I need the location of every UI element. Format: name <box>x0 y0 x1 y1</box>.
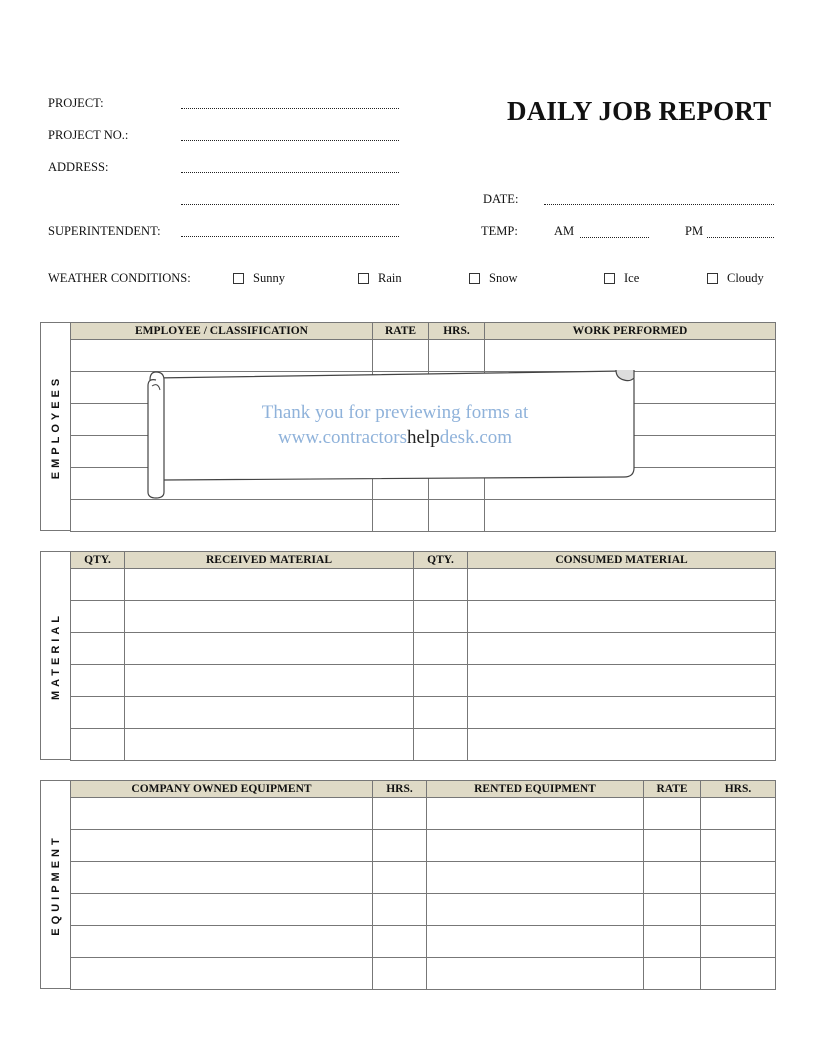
table-row <box>71 862 776 894</box>
table-cell[interactable] <box>701 862 776 894</box>
table-cell[interactable] <box>71 569 125 601</box>
watermark-line-2[interactable] <box>150 425 640 450</box>
weather-label: WEATHER CONDITIONS: <box>48 271 191 285</box>
table-cell[interactable] <box>71 665 125 697</box>
date-field[interactable] <box>544 204 774 205</box>
table-cell[interactable] <box>125 665 414 697</box>
table-cell[interactable] <box>414 633 468 665</box>
table-cell[interactable] <box>125 697 414 729</box>
table-cell[interactable] <box>71 958 373 990</box>
table-cell[interactable] <box>427 798 644 830</box>
table-cell[interactable] <box>644 798 701 830</box>
weather-option-label: Snow <box>489 271 518 285</box>
table-cell[interactable] <box>468 665 776 697</box>
table-cell[interactable] <box>485 500 776 532</box>
table-cell[interactable] <box>427 862 644 894</box>
checkbox[interactable] <box>469 273 480 284</box>
table-cell[interactable] <box>414 601 468 633</box>
table-cell[interactable] <box>373 926 427 958</box>
col-work-performed: WORK PERFORMED <box>485 323 776 340</box>
temp-label: TEMP: <box>481 224 518 238</box>
temp-am-label: AM <box>554 224 575 238</box>
table-cell[interactable] <box>644 862 701 894</box>
watermark-line-1: Thank you for previewing forms at <box>261 402 529 423</box>
col-qty: QTY. <box>414 552 468 569</box>
table-row <box>71 665 776 697</box>
table-cell[interactable] <box>125 601 414 633</box>
table-cell[interactable] <box>414 697 468 729</box>
table-row <box>71 798 776 830</box>
checkbox[interactable] <box>233 273 244 284</box>
material-side-panel <box>40 551 71 760</box>
table-cell[interactable] <box>644 958 701 990</box>
weather-option-label: Ice <box>624 271 640 285</box>
weather-option-label: Sunny <box>253 271 285 285</box>
table-cell[interactable] <box>429 500 485 532</box>
table-cell[interactable] <box>71 798 373 830</box>
employees-side-label: EMPLOYEES <box>49 374 62 479</box>
table-cell[interactable] <box>125 729 414 761</box>
col-employee-classification: EMPLOYEE / CLASSIFICATION <box>71 323 373 340</box>
table-cell[interactable] <box>701 958 776 990</box>
checkbox[interactable] <box>604 273 615 284</box>
address-field-1[interactable] <box>181 172 399 173</box>
table-cell[interactable] <box>468 601 776 633</box>
project-no-field[interactable] <box>181 140 399 141</box>
date-label: DATE: <box>483 192 519 206</box>
table-cell[interactable] <box>414 729 468 761</box>
table-cell[interactable] <box>71 697 125 729</box>
table-row <box>71 830 776 862</box>
watermark-text <box>150 400 640 450</box>
project-field[interactable] <box>181 108 399 109</box>
table-cell[interactable] <box>414 569 468 601</box>
table-cell[interactable] <box>71 729 125 761</box>
weather-option-snow[interactable] <box>469 271 517 286</box>
col-rented-equipment: RENTED EQUIPMENT <box>427 781 644 798</box>
project-no-label: PROJECT NO.: <box>48 128 129 142</box>
table-cell[interactable] <box>373 340 429 372</box>
watermark-url-part: desk.com <box>439 427 513 448</box>
table-cell[interactable] <box>71 340 373 372</box>
table-cell[interactable] <box>429 340 485 372</box>
weather-option-label: Rain <box>378 271 402 285</box>
table-cell[interactable] <box>644 894 701 926</box>
table-cell[interactable] <box>71 830 373 862</box>
table-row <box>71 958 776 990</box>
table-cell[interactable] <box>644 830 701 862</box>
col-hrs: HRS. <box>701 781 776 798</box>
table-cell[interactable] <box>125 633 414 665</box>
col-company-owned-equipment: COMPANY OWNED EQUIPMENT <box>71 781 373 798</box>
table-cell[interactable] <box>701 894 776 926</box>
table-cell[interactable] <box>71 601 125 633</box>
table-row <box>71 601 776 633</box>
table-row <box>71 697 776 729</box>
table-cell[interactable] <box>468 729 776 761</box>
table-cell[interactable] <box>71 862 373 894</box>
table-cell[interactable] <box>427 958 644 990</box>
table-cell[interactable] <box>71 500 373 532</box>
table-cell[interactable] <box>373 958 427 990</box>
material-side-label: MATERIAL <box>49 611 62 700</box>
col-hrs: HRS. <box>373 781 427 798</box>
equipment-side-panel <box>40 780 71 989</box>
table-cell[interactable] <box>485 340 776 372</box>
col-rate: RATE <box>644 781 701 798</box>
table-row <box>71 340 776 372</box>
weather-option-label: Cloudy <box>727 271 764 285</box>
table-cell[interactable] <box>468 569 776 601</box>
table-cell[interactable] <box>414 665 468 697</box>
employees-side-panel <box>40 322 71 531</box>
table-row <box>71 500 776 532</box>
col-qty: QTY. <box>71 552 125 569</box>
table-cell[interactable] <box>373 894 427 926</box>
weather-option-rain[interactable] <box>358 271 402 286</box>
checkbox[interactable] <box>358 273 369 284</box>
watermark-url-part: www.contractors <box>277 427 408 448</box>
table-cell[interactable] <box>644 926 701 958</box>
temp-pm-label: PM <box>685 224 704 238</box>
material-table <box>70 551 776 761</box>
table-cell[interactable] <box>701 798 776 830</box>
temp-am-field[interactable] <box>580 237 649 238</box>
table-cell[interactable] <box>373 830 427 862</box>
table-cell[interactable] <box>427 830 644 862</box>
table-cell[interactable] <box>71 633 125 665</box>
col-rate: RATE <box>373 323 429 340</box>
superintendent-field[interactable] <box>181 236 399 237</box>
address-label: ADDRESS: <box>48 160 109 174</box>
table-cell[interactable] <box>427 926 644 958</box>
table-cell[interactable] <box>373 862 427 894</box>
table-cell[interactable] <box>468 633 776 665</box>
temp-pm-field[interactable] <box>707 237 774 238</box>
table-cell[interactable] <box>71 926 373 958</box>
table-cell[interactable] <box>427 894 644 926</box>
table-cell[interactable] <box>468 697 776 729</box>
table-row <box>71 633 776 665</box>
table-row <box>71 729 776 761</box>
table-cell[interactable] <box>373 500 429 532</box>
col-consumed-material: CONSUMED MATERIAL <box>468 552 776 569</box>
table-row <box>71 894 776 926</box>
weather-option-ice[interactable] <box>604 271 639 286</box>
table-cell[interactable] <box>701 830 776 862</box>
project-label: PROJECT: <box>48 96 104 110</box>
weather-option-sunny[interactable] <box>233 271 285 286</box>
table-cell[interactable] <box>71 894 373 926</box>
table-cell[interactable] <box>125 569 414 601</box>
page-title: DAILY JOB REPORT <box>507 96 772 126</box>
checkbox[interactable] <box>707 273 718 284</box>
table-row <box>71 569 776 601</box>
table-cell[interactable] <box>373 798 427 830</box>
col-received-material: RECEIVED MATERIAL <box>125 552 414 569</box>
table-row <box>71 926 776 958</box>
watermark-url-part: help <box>407 427 440 448</box>
equipment-side-label: EQUIPMENT <box>49 833 62 936</box>
col-hrs: HRS. <box>429 323 485 340</box>
address-field-2[interactable] <box>181 204 399 205</box>
equipment-table <box>70 780 776 990</box>
weather-option-cloudy[interactable] <box>707 271 764 286</box>
table-cell[interactable] <box>701 926 776 958</box>
superintendent-label: SUPERINTENDENT: <box>48 224 161 238</box>
